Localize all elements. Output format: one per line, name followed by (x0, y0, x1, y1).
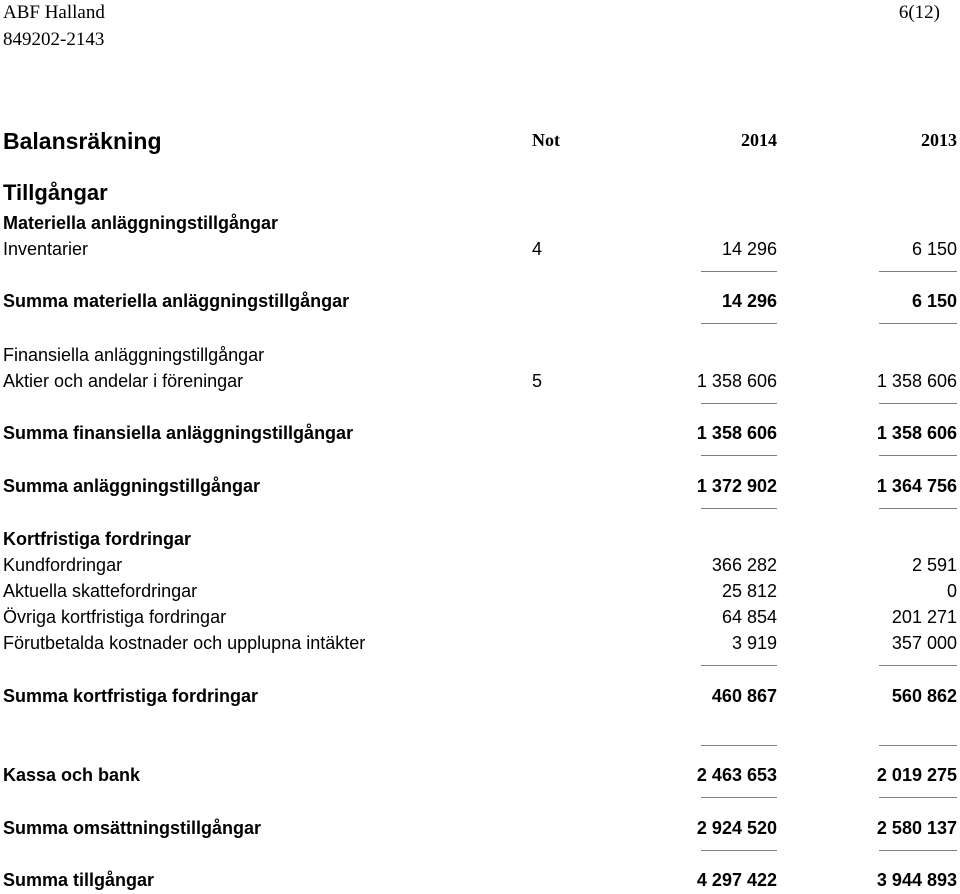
underline (879, 745, 957, 746)
row-label: Aktier och andelar i föreningar (3, 371, 244, 391)
row-note: 5 (532, 371, 543, 391)
underline (879, 665, 957, 666)
row-value-2013: 2 591 (911, 555, 957, 575)
row-label: Summa finansiella anläggningstillgångar (3, 423, 354, 443)
row-note: 4 (532, 239, 543, 259)
row-value-2014: 1 372 902 (696, 476, 777, 496)
page-title: Balansräkning (3, 128, 162, 154)
underline (879, 323, 957, 324)
row-value-2014: 3 919 (731, 633, 777, 653)
underline (701, 403, 777, 404)
row-value-2014: 4 297 422 (696, 870, 777, 890)
row-value-2014: 2 463 653 (696, 765, 777, 785)
underline (879, 508, 957, 509)
row-value-2013: 1 358 606 (876, 423, 957, 443)
underline (879, 403, 957, 404)
row-label: Förutbetalda kostnader och upplupna intäkter (3, 633, 366, 653)
row-label: Summa materiella anläggningstillgångar (3, 291, 350, 311)
column-header-2013: 2013 (921, 130, 957, 150)
org-number: 849202-2143 (3, 29, 105, 50)
row-label: Kundfordringar (3, 555, 123, 575)
row-value-2014: 2 924 520 (696, 818, 777, 838)
row-label: Kassa och bank (3, 765, 141, 785)
row-value-2014: 14 296 (721, 291, 777, 311)
row-label: Summa omsättningstillgångar (3, 818, 262, 838)
row-label: Summa anläggningstillgångar (3, 476, 261, 496)
materiella-heading: Materiella anläggningstillgångar (3, 213, 279, 233)
finansiella-heading: Finansiella anläggningstillgångar (3, 345, 265, 365)
underline (879, 850, 957, 851)
row-value-2013: 3 944 893 (876, 870, 957, 890)
underline (701, 665, 777, 666)
page-number: 6(12) (898, 2, 940, 23)
row-value-2014: 1 358 606 (696, 371, 777, 391)
underline (701, 455, 777, 456)
row-value-2013: 2 019 275 (876, 765, 957, 785)
row-value-2014: 14 296 (721, 239, 777, 259)
underline (701, 850, 777, 851)
kortfristiga-heading: Kortfristiga fordringar (3, 529, 192, 549)
row-value-2013: 0 (946, 581, 957, 601)
row-label: Summa kortfristiga fordringar (3, 686, 259, 706)
row-label: Summa tillgångar (3, 870, 155, 890)
row-value-2013: 560 862 (891, 686, 957, 706)
row-value-2013: 1 358 606 (876, 371, 957, 391)
org-name: ABF Halland (3, 2, 105, 23)
underline (879, 797, 957, 798)
row-value-2014: 460 867 (711, 686, 777, 706)
underline (879, 455, 957, 456)
row-value-2013: 357 000 (891, 633, 957, 653)
row-label: Övriga kortfristiga fordringar (3, 607, 227, 627)
row-label: Inventarier (3, 239, 89, 259)
row-value-2014: 366 282 (711, 555, 777, 575)
underline (701, 745, 777, 746)
row-value-2014: 25 812 (721, 581, 777, 601)
underline (701, 797, 777, 798)
row-value-2014: 64 854 (721, 607, 777, 627)
row-value-2013: 2 580 137 (876, 818, 957, 838)
underline (701, 271, 777, 272)
underline (701, 323, 777, 324)
column-header-2014: 2014 (741, 130, 777, 150)
row-label: Aktuella skattefordringar (3, 581, 198, 601)
section-title: Tillgångar (3, 180, 108, 205)
row-value-2013: 6 150 (911, 291, 957, 311)
row-value-2013: 1 364 756 (876, 476, 957, 496)
row-value-2014: 1 358 606 (696, 423, 777, 443)
row-value-2013: 6 150 (911, 239, 957, 259)
column-header-not: Not (532, 130, 560, 150)
underline (879, 271, 957, 272)
row-value-2013: 201 271 (891, 607, 957, 627)
underline (701, 508, 777, 509)
